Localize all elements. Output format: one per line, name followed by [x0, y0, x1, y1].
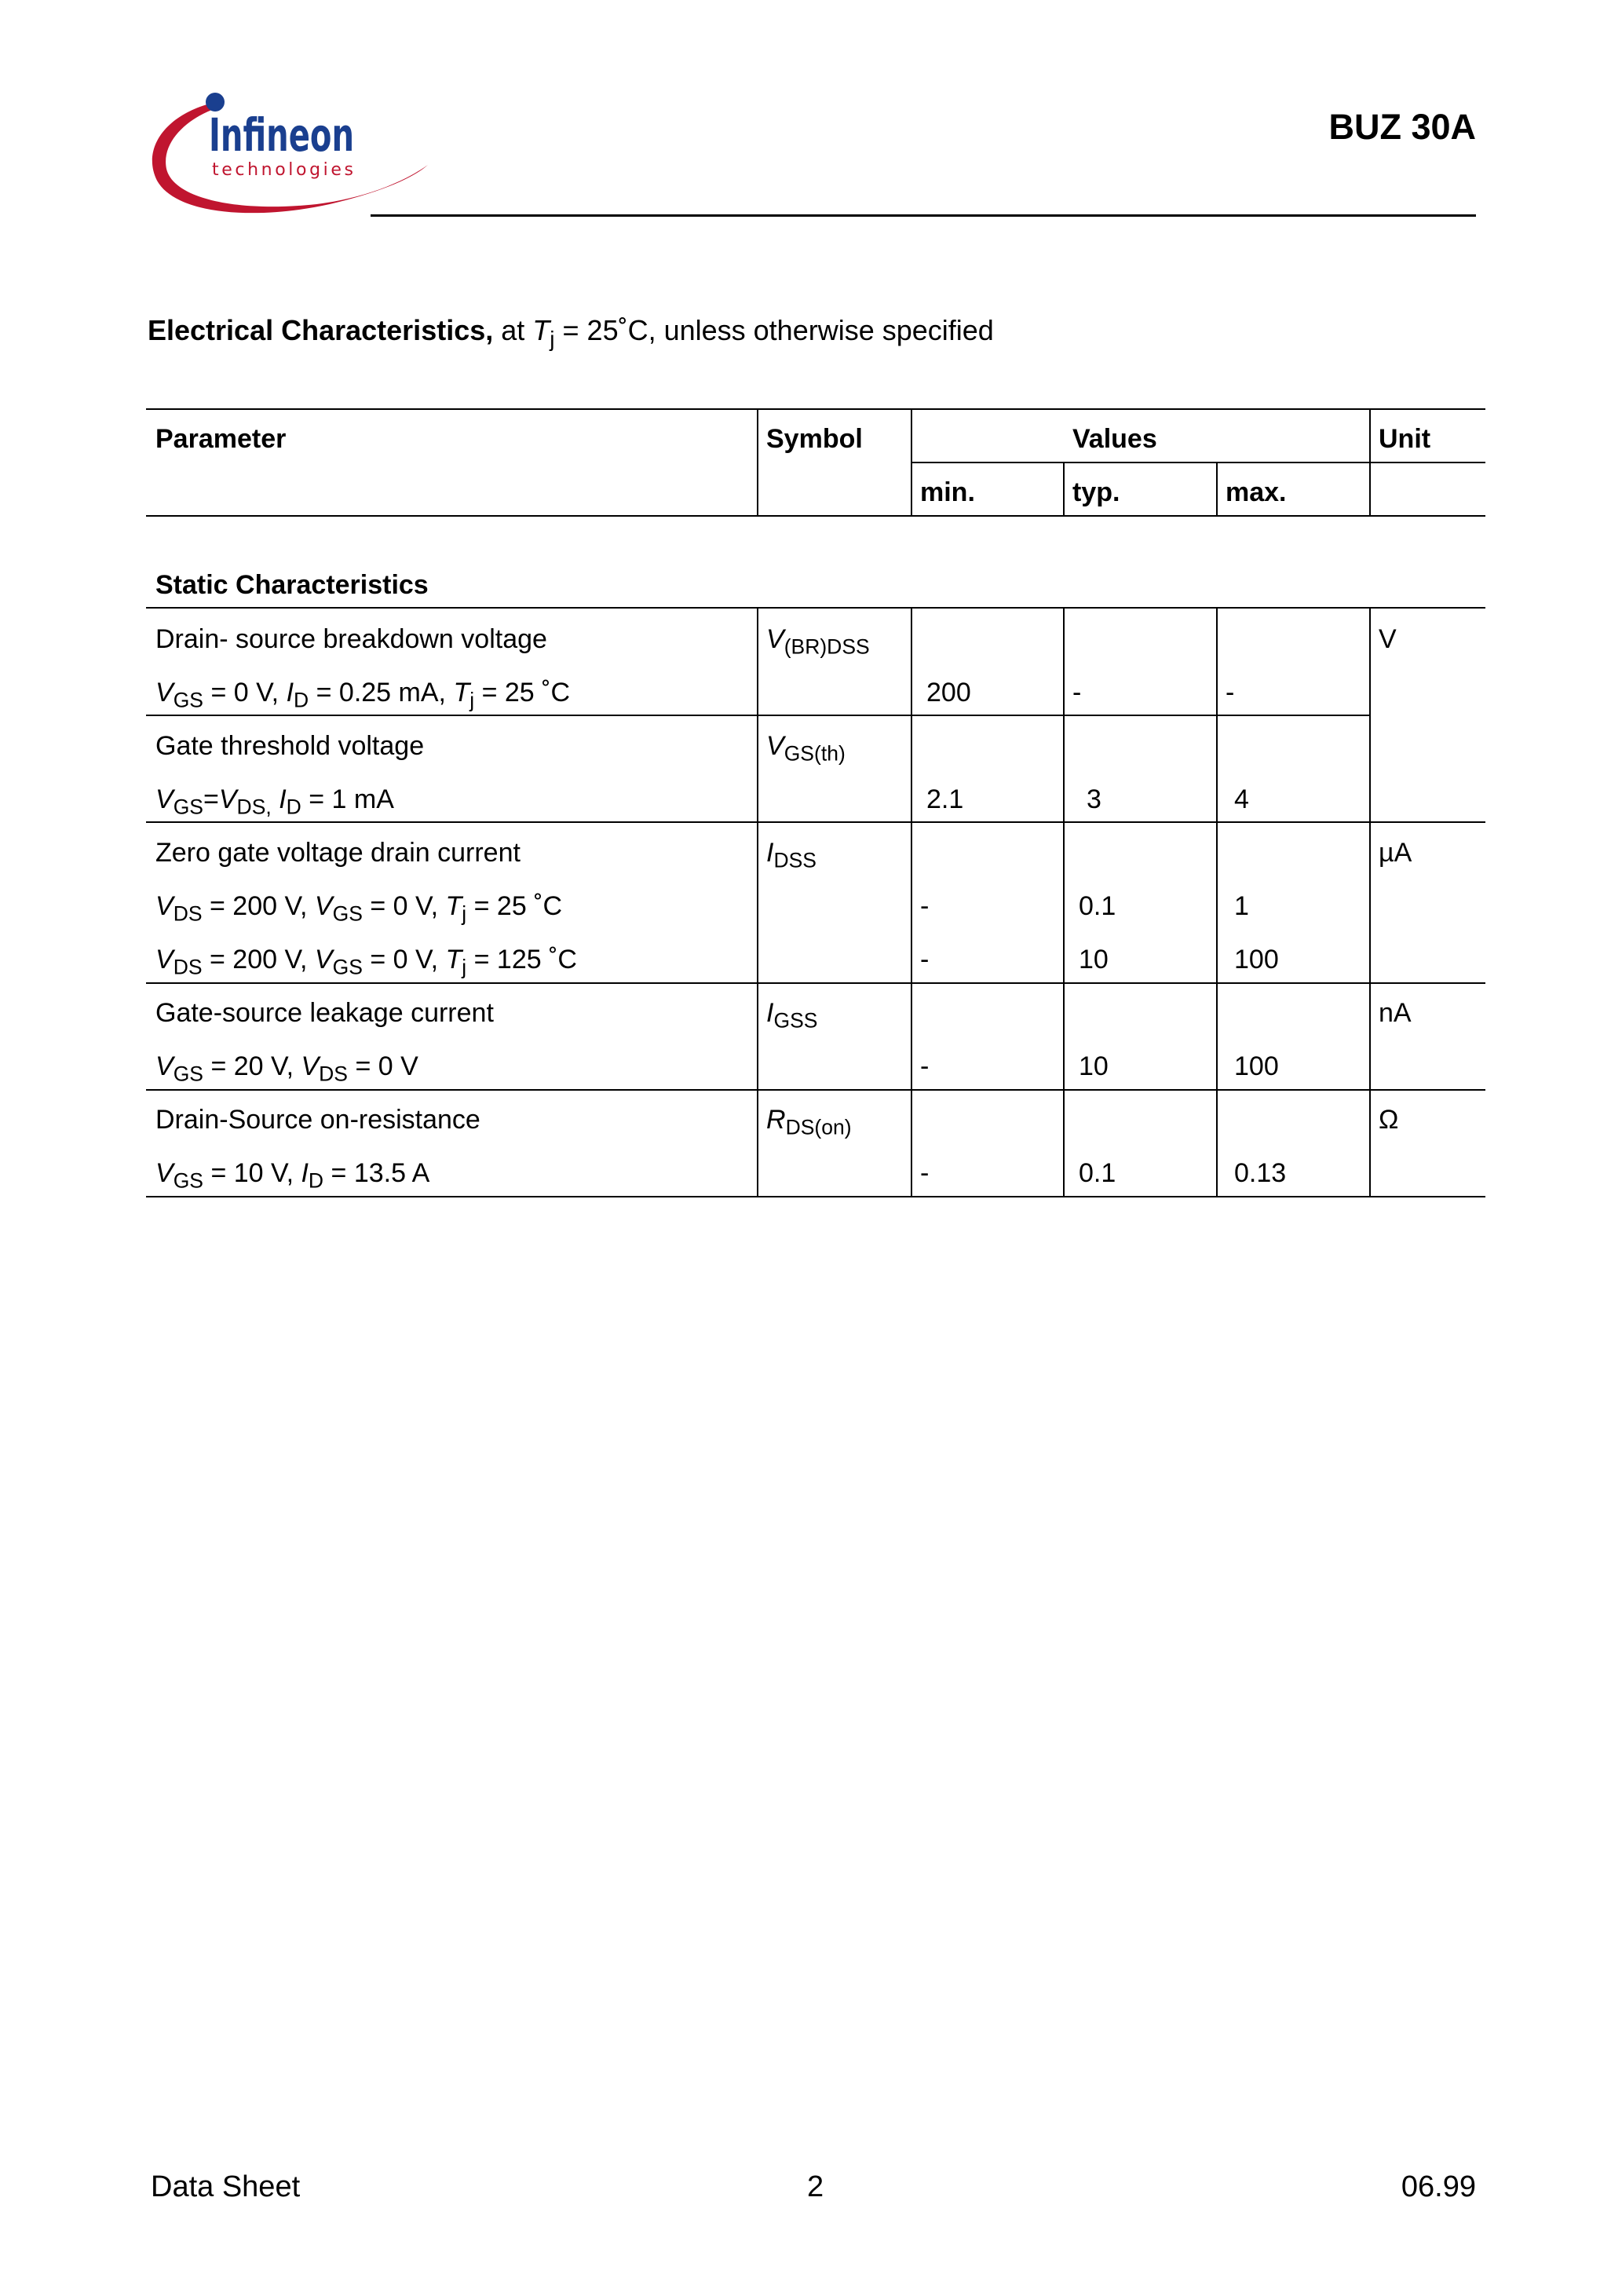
header-rule — [371, 214, 1476, 217]
row-1-condition: $V_{GS} = 0$ V, $I_D = 0.25$ mA, $T_j = 25$ ˚C — [155, 678, 571, 712]
intro-line — [148, 314, 994, 351]
row-5-condition: $V_{GS} = 10$ V, $I_D = 13.5$ A — [155, 1158, 430, 1193]
header-symbol: Symbol — [766, 424, 863, 454]
row-3-condition-1: $V_{DS} = 200$ V, $V_{GS} = 0$ V, $T_j = 25$ ˚C — [155, 891, 563, 926]
logo-subtext: technologies — [212, 160, 353, 180]
intro-suffix: = 25˚C, unless otherwise specified — [554, 314, 994, 346]
row-rule-3 — [146, 982, 1485, 984]
row-3-max-1: 1 — [1234, 891, 1249, 921]
row-2-condition: $V_{GS}=V_{DS,}$ $I_D = 1$ mA — [155, 784, 394, 819]
row-1-typ: - — [1072, 678, 1082, 707]
row-2-typ: 3 — [1087, 784, 1101, 814]
row-rule-2 — [146, 821, 1485, 823]
logo-wordmark: Infineon — [209, 108, 354, 162]
row-3-min-2: - — [920, 945, 930, 974]
row-2-symbol-main: V — [766, 731, 784, 761]
values-subheader-rule — [911, 462, 1485, 463]
row-3-typ-2: 10 — [1079, 945, 1109, 974]
row-5-unit: Ω — [1379, 1105, 1399, 1135]
section-title: Static Characteristics — [155, 570, 429, 600]
row-1-parameter: Drain- source breakdown voltage — [155, 624, 547, 654]
footer-doc-type: Data Sheet — [151, 2170, 301, 2203]
row-1-max: - — [1226, 678, 1235, 707]
section-rule — [146, 607, 1485, 609]
row-2-min: 2.1 — [926, 784, 964, 814]
header-values: Values — [1072, 424, 1157, 454]
row-2-parameter: Gate threshold voltage — [155, 731, 425, 761]
row-1-symbol — [766, 624, 870, 659]
row-5-max: 0.13 — [1234, 1158, 1287, 1188]
row-3-symbol-sub: DSS — [773, 848, 816, 872]
row-4-min: - — [920, 1051, 930, 1081]
row-5-typ: 0.1 — [1079, 1158, 1116, 1188]
row-1-unit: V — [1379, 624, 1397, 654]
header-min: min. — [920, 477, 975, 507]
header-vrule-unit — [1369, 408, 1371, 515]
table-top-rule — [146, 408, 1485, 410]
row-4-unit: nA — [1379, 998, 1412, 1028]
row-3-unit: µA — [1379, 838, 1412, 868]
header-vrule-max — [1216, 462, 1218, 515]
table-bottom-rule — [146, 1196, 1485, 1197]
row-3-parameter: Zero gate voltage drain current — [155, 838, 521, 868]
row-5-min: - — [920, 1158, 930, 1188]
row-4-max: 100 — [1234, 1051, 1279, 1081]
header-unit: Unit — [1379, 424, 1431, 454]
part-number-title: BUZ 30A — [1328, 107, 1476, 147]
row-3-min-1: - — [920, 891, 930, 921]
intro-symbol-sub: j — [550, 326, 555, 351]
header-typ: typ. — [1072, 477, 1120, 507]
row-2-symbol-sub: GS(th) — [784, 741, 846, 766]
header-vrule-values — [911, 408, 912, 515]
body-vrule-typ — [1063, 607, 1065, 1196]
row-rule-1 — [146, 715, 1371, 716]
header-parameter: Parameter — [155, 424, 287, 454]
row-1-min: 200 — [926, 678, 971, 707]
row-4-parameter: Gate-source leakage current — [155, 998, 494, 1028]
row-4-symbol-main: I — [766, 998, 774, 1028]
header-bottom-rule — [146, 515, 1485, 517]
row-1-symbol-main: V — [766, 624, 784, 654]
intro-symbol: T — [532, 314, 550, 346]
row-4-condition: $V_{GS} = 20$ V, $V_{DS} = 0$ V — [155, 1051, 418, 1086]
intro-prefix: at — [493, 314, 533, 346]
row-4-typ: 10 — [1079, 1051, 1109, 1081]
row-4-symbol-sub: GSS — [773, 1008, 818, 1033]
row-3-condition-2: $V_{DS} = 200$ V, $V_{GS} = 0$ V, $T_j = 125$ ˚C — [155, 945, 577, 979]
row-2-max: 4 — [1234, 784, 1249, 814]
header-vrule-symbol — [757, 408, 758, 515]
row-1-symbol-sub: (BR)DSS — [784, 634, 870, 659]
row-2-symbol — [766, 731, 846, 766]
row-3-max-2: 100 — [1234, 945, 1279, 974]
footer-page-number: 2 — [807, 2170, 824, 2203]
row-3-symbol — [766, 838, 816, 872]
row-4-symbol — [766, 998, 818, 1033]
header-max: max. — [1226, 477, 1287, 507]
row-5-parameter: Drain-Source on-resistance — [155, 1105, 480, 1135]
body-vrule-unit — [1369, 607, 1371, 1196]
intro-bold: Electrical Characteristics, — [148, 314, 494, 346]
row-rule-4 — [146, 1089, 1485, 1091]
body-vrule-max — [1216, 607, 1218, 1196]
infineon-logo — [141, 86, 440, 224]
row-5-symbol — [766, 1105, 852, 1139]
row-3-typ-1: 0.1 — [1079, 891, 1116, 921]
header-vrule-typ — [1063, 462, 1065, 515]
body-vrule-symbol — [757, 607, 758, 1196]
footer-date: 06.99 — [1401, 2170, 1476, 2203]
row-5-symbol-sub: DS(on) — [785, 1115, 852, 1139]
row-3-symbol-main: I — [766, 838, 774, 868]
body-vrule-min — [911, 607, 912, 1196]
row-5-symbol-main: R — [766, 1105, 786, 1135]
